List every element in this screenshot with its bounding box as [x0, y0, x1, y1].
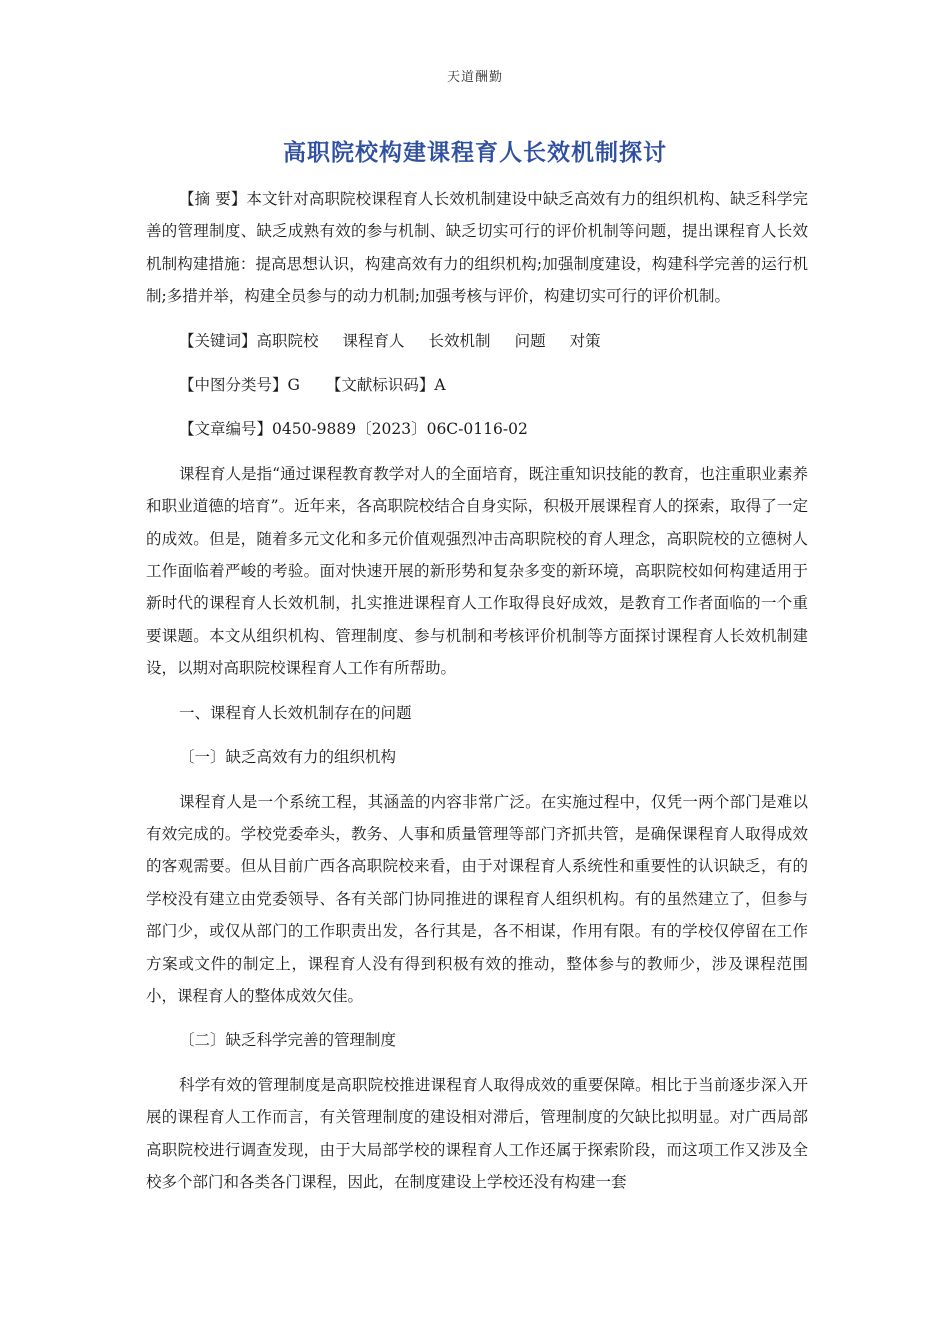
keywords-label: 【关键词】 [179, 331, 257, 350]
article-body [146, 183, 808, 1198]
subsection-paragraph: 科学有效的管理制度是高职院校推进课程育人取得成效的重要保障。相比于当前逐步深入开展的课程育人工作而言，有关管理制度的建设相对滞后，管理制度的欠缺比拟明显。对广西局部高职院校进行调查发现，由于大局部学校的课程育人工作还属于探索阶段，而这项工作又涉及全校多个部门和各类各门课程，因此，在制度建设上学校还没有构建一套 [146, 1075, 808, 1191]
clc-code: 【中图分类号】G [179, 376, 300, 395]
keyword: 对策 [569, 331, 601, 350]
article-number: 【文章编号】0450-9889〔2023〕06C-0116-02 [179, 420, 528, 439]
keyword: 高职院校 [256, 331, 319, 350]
section-heading: 一、课程育人长效机制存在的问题 [179, 703, 412, 722]
abstract: 【摘 要】本文针对高职院校课程育人长效机制建设中缺乏高效有力的组织机构、缺乏科学完善的管理制度、缺乏成熟有效的参与机制、缺乏切实可行的评价机制等问题，提出课程育人长效机制构建措施：提高思想认识，构建高效有力的组织机构;加强制度建设，构建科学完善的运行机制;多措并举，构建全员参与的动力机制;加强考核与评价，构建切实可行的评价机制。 [146, 190, 808, 306]
keyword: 长效机制 [428, 331, 491, 350]
subsection-paragraph: 课程育人是一个系统工程，其涵盖的内容非常广泛。在实施过程中，仅凭一两个部门是难以有效完成的。学校党委牵头，教务、人事和质量管理等部门齐抓共管，是确保课程育人取得成效的客观需要。但从目前广西各高职院校来看，由于对课程育人系统性和重要性的认识缺乏，有的学校没有建立由党委领导、各有关部门协同推进的课程育人组织机构。有的虽然建立了，但参与部门少，或仅从部门的工作职责出发，各行其是，各不相谋，作用有限。有的学校仅停留在工作方案或文件的制定上，课程育人没有得到积极有效的推动，整体参与的教师少，涉及课程范围小，课程育人的整体成效欠佳。 [146, 792, 808, 1005]
article-title: 高职院校构建课程育人长效机制探讨 [283, 140, 667, 166]
header-mark: 天道酬勤 [446, 70, 503, 85]
keywords-line [146, 325, 808, 357]
doc-code: 【文献标识码】A [325, 376, 446, 395]
keyword: 课程育人 [342, 331, 405, 350]
subsection-heading: 〔二〕缺乏科学完善的管理制度 [179, 1031, 397, 1050]
keyword: 问题 [514, 331, 546, 350]
subsection-heading: 〔一〕缺乏高效有力的组织机构 [179, 748, 397, 767]
classification-line [146, 369, 808, 401]
intro-paragraph: 课程育人是指“通过课程教育教学对人的全面培育，既注重知识技能的教育，也注重职业素养和职业道德的培育”。近年来，各高职院校结合自身实际，积极开展课程育人的探索，取得了一定的成效。但是，随着多元文化和多元价值观强烈冲击高职院校的育人理念，高职院校的立德树人工作面临着严峻的考验。面对快速开展的新形势和复杂多变的新环境，高职院校如何构建适用于新时代的课程育人长效机制，扎实推进课程育人工作取得良好成效，是教育工作者面临的一个重要课题。本文从组织机构、管理制度、参与机制和考核评价机制等方面探讨课程育人长效机制建设，以期对高职院校课程育人工作有所帮助。 [146, 464, 808, 678]
